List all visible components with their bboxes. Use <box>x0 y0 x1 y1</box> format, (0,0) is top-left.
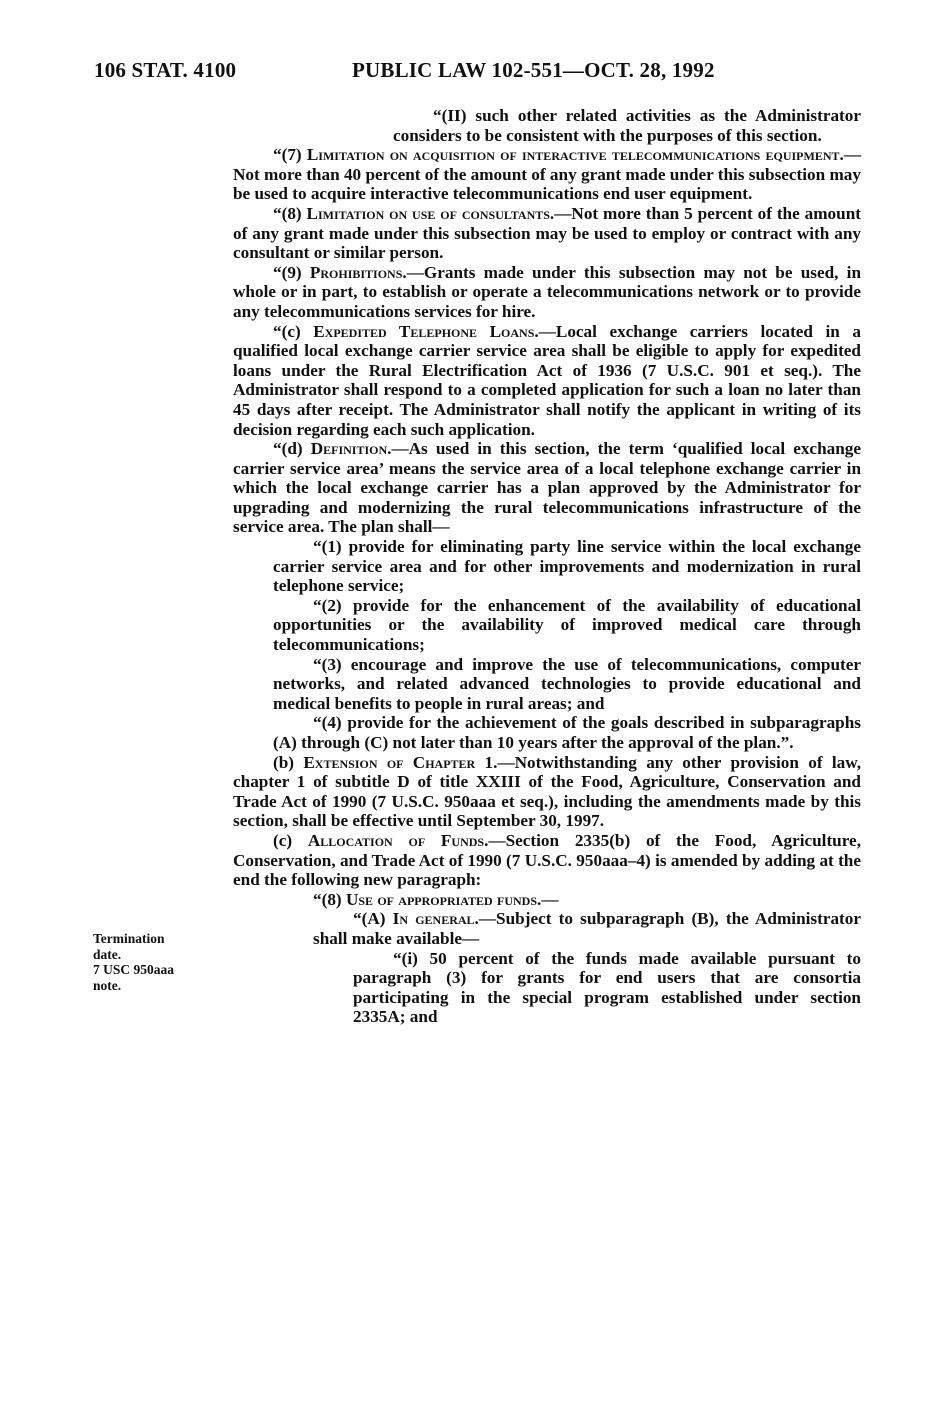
paragraph-II <box>233 106 861 145</box>
margin-note-line: date. <box>93 946 122 962</box>
subsection-d <box>233 439 861 537</box>
paragraph-text: —Section 2335(b) of the Food, Agriculture, Conservation, and Trade Act of 1990 (7 U.S.C. 950aaa–4) is amended by adding at the end the following new paragraph: <box>233 830 861 890</box>
paragraph-text: “(i) 50 percent of the funds made available pursuant to paragraph (3) for grants for end users that are consortia participating in the special program established under section 2335A; and <box>353 948 861 1027</box>
paragraph-heading: Limitation on use of consultants. <box>306 203 555 223</box>
paragraph-text: —Subject to subparagraph (B), the Administrator shall make available— <box>313 909 861 948</box>
paragraph-number: “(d) <box>273 439 311 459</box>
margin-note-line: Termination <box>93 931 165 946</box>
plan-item: “(2) provide for the enhancement of the availability of educational opportunities or the availability of improved medical care through telecommunications; <box>273 595 861 655</box>
paragraph-number: “(8) <box>273 203 307 223</box>
paragraph-heading: Extension of Chapter 1. <box>303 752 498 772</box>
subsection-c <box>233 322 861 440</box>
plan-item: “(1) provide for eliminating party line service within the local exchange carrier service area and for other improvements and modernization in rural telephone service; <box>273 537 861 596</box>
margin-note-line: 7 USC 950aaa <box>93 962 175 977</box>
paragraph-number: (b) <box>273 752 304 772</box>
paragraph-9 <box>233 263 861 322</box>
paragraph-heading: Expedited Telephone Loans. <box>313 321 539 341</box>
paragraph-heading: Prohibitions. <box>309 262 407 282</box>
paragraph-heading: Limitation on acquisition of interactive telecommunications equipment. <box>306 145 844 165</box>
paragraph-number: “(7) <box>273 145 307 165</box>
paragraph-text: —As used in this section, the term ‘qualified local exchange carrier service area’ means the service area of a local telephone exchange carrier in which the local exchange carrier has a plan approved by the Administrator for upgrading and modernizing the rural telecommunications infrastructure of the service area. The plan shall— <box>233 439 861 537</box>
paragraph-heading: In general. <box>392 909 479 929</box>
paragraph-number: “(9) <box>273 262 310 282</box>
paragraph-8 <box>233 204 861 263</box>
statute-page-number: 106 STAT. 4100 <box>94 58 237 82</box>
paragraph-number: (c) <box>273 830 308 850</box>
paragraph-7 <box>233 145 861 204</box>
paragraph-text: —Notwithstanding any other provision of law, chapter 1 of subtitle D of title XXIII of the Food, Agriculture, Conservation and Trade Act of 1990 (7 U.S.C. 950aaa et seq.), including the amendments made by this section, shall be effective until September 30, 1997. <box>233 752 861 831</box>
paragraph-text: —Grants made under this subsection may not be used, in whole or in part, to establish or operate a telecommunications network or to provide any telecommunications services for hire. <box>233 262 861 321</box>
plan-item: “(4) provide for the achievement of the goals described in subparagraphs (A) through (C) not later than 10 years after the approval of the plan.”. <box>273 713 861 752</box>
paragraph-heading: Use of appropriated funds. <box>345 889 542 909</box>
paragraph-text: —Not more than 5 percent of the amount of any grant made under this subsection may be used to employ or contract with any consultant or similar person. <box>233 203 861 263</box>
paragraph-heading: Allocation of Funds. <box>307 830 489 850</box>
document-body <box>233 106 861 1027</box>
paragraph-8-funds <box>233 890 861 910</box>
paragraph-text: —Not more than 40 percent of the amount of any grant made under this subsection may be used to acquire interactive telecommunications end user equipment. <box>233 145 861 204</box>
clause-i <box>233 949 861 1027</box>
subparagraph-A <box>233 909 861 948</box>
plan-item: “(3) encourage and improve the use of telecommunications, computer networks, and related advanced technologies to provide educational and medical benefits to people in rural areas; and <box>273 654 861 713</box>
section-b <box>233 753 861 831</box>
public-law-title: PUBLIC LAW 102-551—OCT. 28, 1992 <box>352 58 715 82</box>
margin-note-line: note. <box>93 977 122 993</box>
paragraph-number: “(8) <box>313 889 346 909</box>
margin-note <box>93 931 218 993</box>
paragraph-number: “(c) <box>273 321 314 341</box>
paragraph-number: “(A) <box>353 909 393 929</box>
section-c <box>233 831 861 890</box>
paragraph-text: — <box>541 889 559 909</box>
paragraph-heading: Definition. <box>310 439 392 459</box>
paragraph-text: “(II) such other related activities as the Administrator considers to be consistent with the purposes of this section. <box>393 106 861 145</box>
paragraph-text: —Local exchange carriers located in a qualified local exchange carrier service area shall be eligible to apply for expedited loans under the Rural Electrification Act of 1936 (7 U.S.C. 901 et seq.). The Administrator shall respond to a completed application for such a loan no later than 45 days after receipt. The Administrator shall notify the applicant in writing of its decision regarding each such application. <box>233 321 861 439</box>
